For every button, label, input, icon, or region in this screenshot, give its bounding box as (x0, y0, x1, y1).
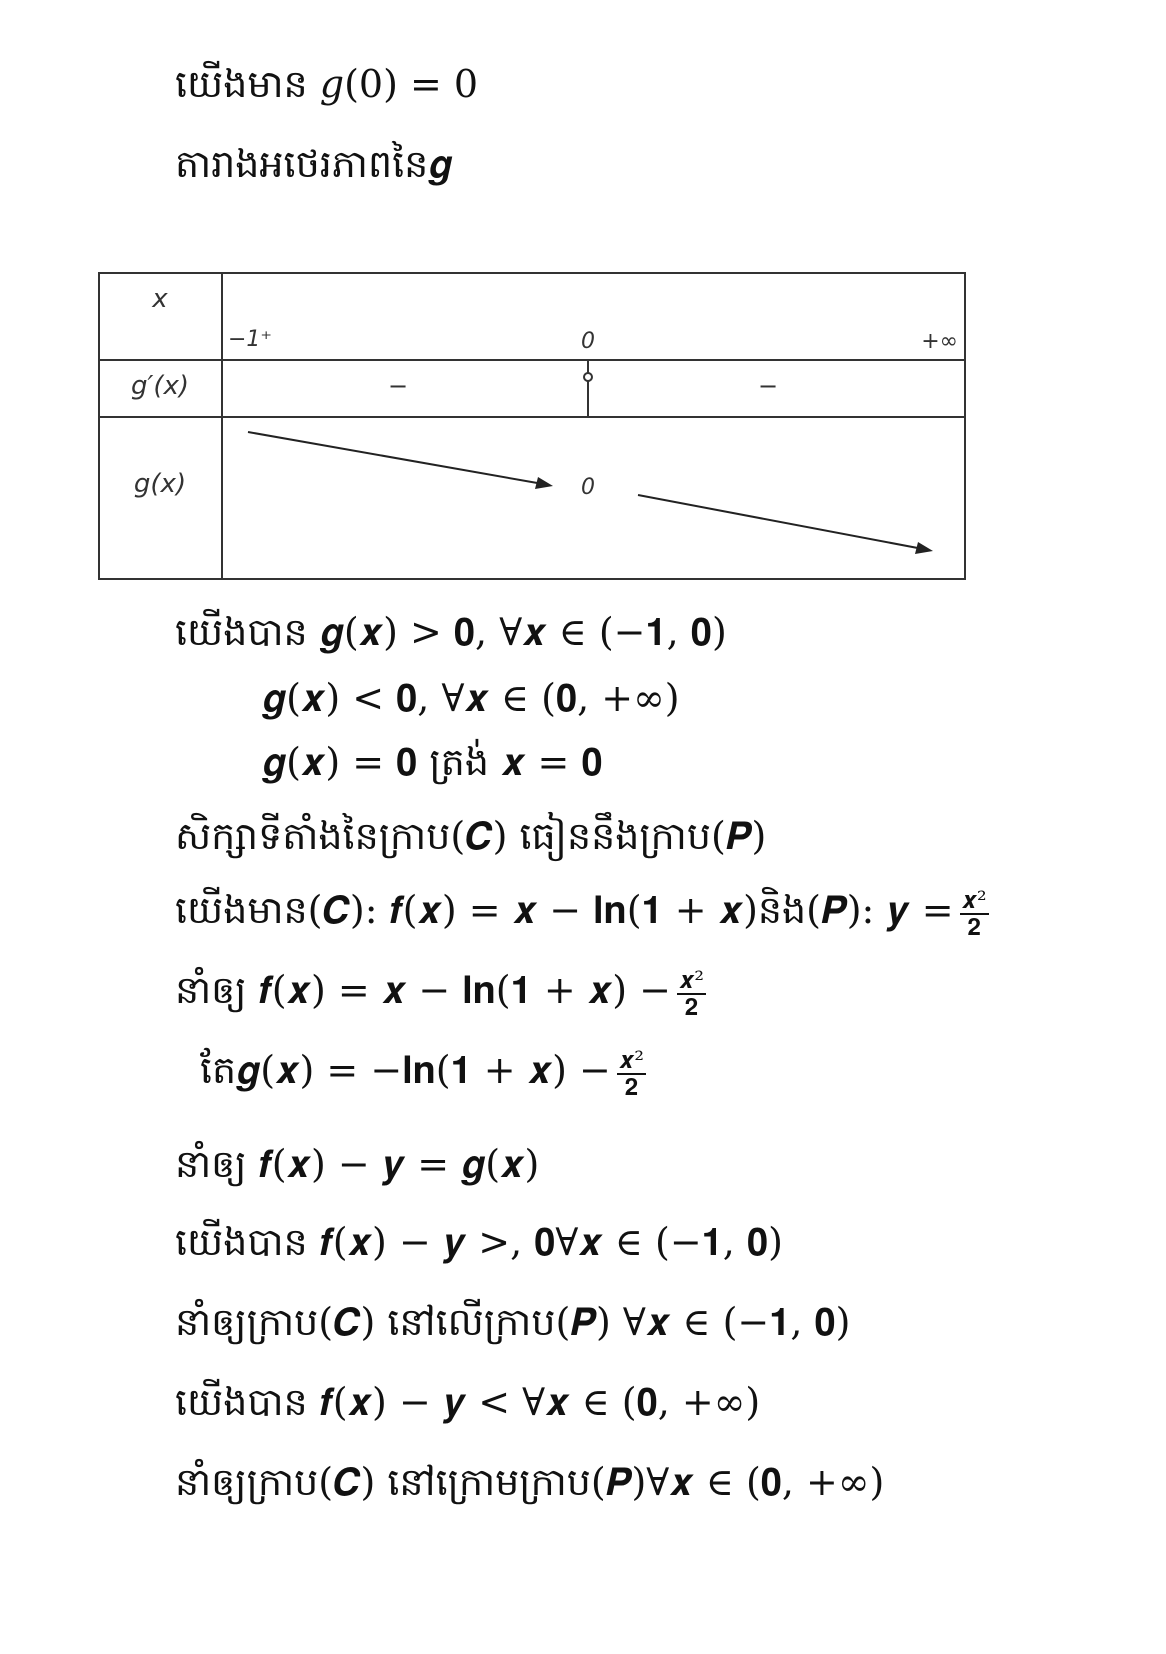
g-zero: 0 (581, 475, 595, 500)
line-f-minus-y-negative: យើងបាន 𝒇(𝒙) − 𝒚 < ∀𝒙 ∈ (𝟎, +∞) (175, 1380, 761, 1424)
x-end: +∞ (921, 329, 958, 354)
arrow-head-right (915, 542, 933, 554)
sign-right: − (757, 372, 779, 400)
line-c-below-p: នាំឲ្យក្រាប(𝑪) នៅក្រោមក្រាប(𝑷)∀𝒙 ∈ (𝟎, +∞) (175, 1460, 885, 1504)
line-g-positive: យើងបាន 𝒈(𝒙) > 𝟎, ∀𝒙 ∈ (−𝟏, 𝟎) (175, 610, 727, 654)
line-f-minus-y: នាំឲ្យ 𝒇(𝒙) − 𝒚 = 𝒈(𝒙) (175, 1142, 540, 1186)
row-label-gprime: g′(x) (130, 371, 190, 401)
arrow-head-left (535, 477, 553, 489)
x-zero: 0 (581, 329, 595, 354)
line-g-def: តែ𝒈(𝒙) = −𝐥𝐧(𝟏 + 𝒙) − $\frac{\text{𝒙²}}{𝟐}$ (200, 1045, 644, 1101)
line-f-minus: នាំឲ្យ 𝒇(𝒙) = 𝒙 − 𝐥𝐧(𝟏 + 𝒙) − $\frac{\text{𝒙²}}{𝟐}$ (175, 965, 704, 1021)
row-label-x: x (152, 284, 168, 314)
line-table-title: តារាងអថេរភាពនៃ𝒈 (175, 142, 453, 186)
decreasing-arrow-left (248, 432, 543, 484)
line-c-above-p: នាំឲ្យក្រាប(𝑪) នៅលើក្រាប(𝑷) ∀𝒙 ∈ (−𝟏, 𝟎) (175, 1300, 851, 1344)
line-study-position: សិក្សាទីតាំងនៃក្រាប(𝑪) ធៀននឹងក្រាប(𝑷) (175, 814, 767, 858)
line-g0: យើងមាន 𝑔(0) = 0 (175, 62, 479, 106)
fraction-x2-over-2: $\frac{\text{𝒙²}}{𝟐}$ (961, 885, 987, 941)
fraction-x2-over-2: $\frac{\text{𝒙²}}{𝟐}$ (678, 965, 704, 1021)
sign-left: − (387, 372, 409, 400)
variation-table (98, 272, 968, 590)
fraction-x2-over-2: $\frac{\text{𝒙²}}{𝟐}$ (618, 1045, 644, 1101)
line-g-negative: 𝒈(𝒙) < 𝟎, ∀𝒙 ∈ (𝟎, +∞) (262, 676, 680, 720)
line-f-minus-y-positive: យើងបាន 𝒇(𝒙) − 𝒚 >, 𝟎∀𝒙 ∈ (−𝟏, 𝟎) (175, 1220, 783, 1264)
line-definitions: យើងមាន(𝑪): 𝒇(𝒙) = 𝒙 − 𝐥𝐧(𝟏 + 𝒙)និង(𝑷): 𝒚 = $\frac{\text{𝒙²}}{𝟐}$ (175, 885, 987, 941)
row-label-g: g(x) (133, 469, 187, 499)
x-start: −1⁺ (228, 327, 273, 352)
zero-marker (584, 373, 592, 381)
decreasing-arrow-right (638, 495, 923, 549)
line-g-zero: 𝒈(𝒙) = 𝟎 ត្រង់ 𝒙 = 𝟎 (262, 740, 603, 784)
